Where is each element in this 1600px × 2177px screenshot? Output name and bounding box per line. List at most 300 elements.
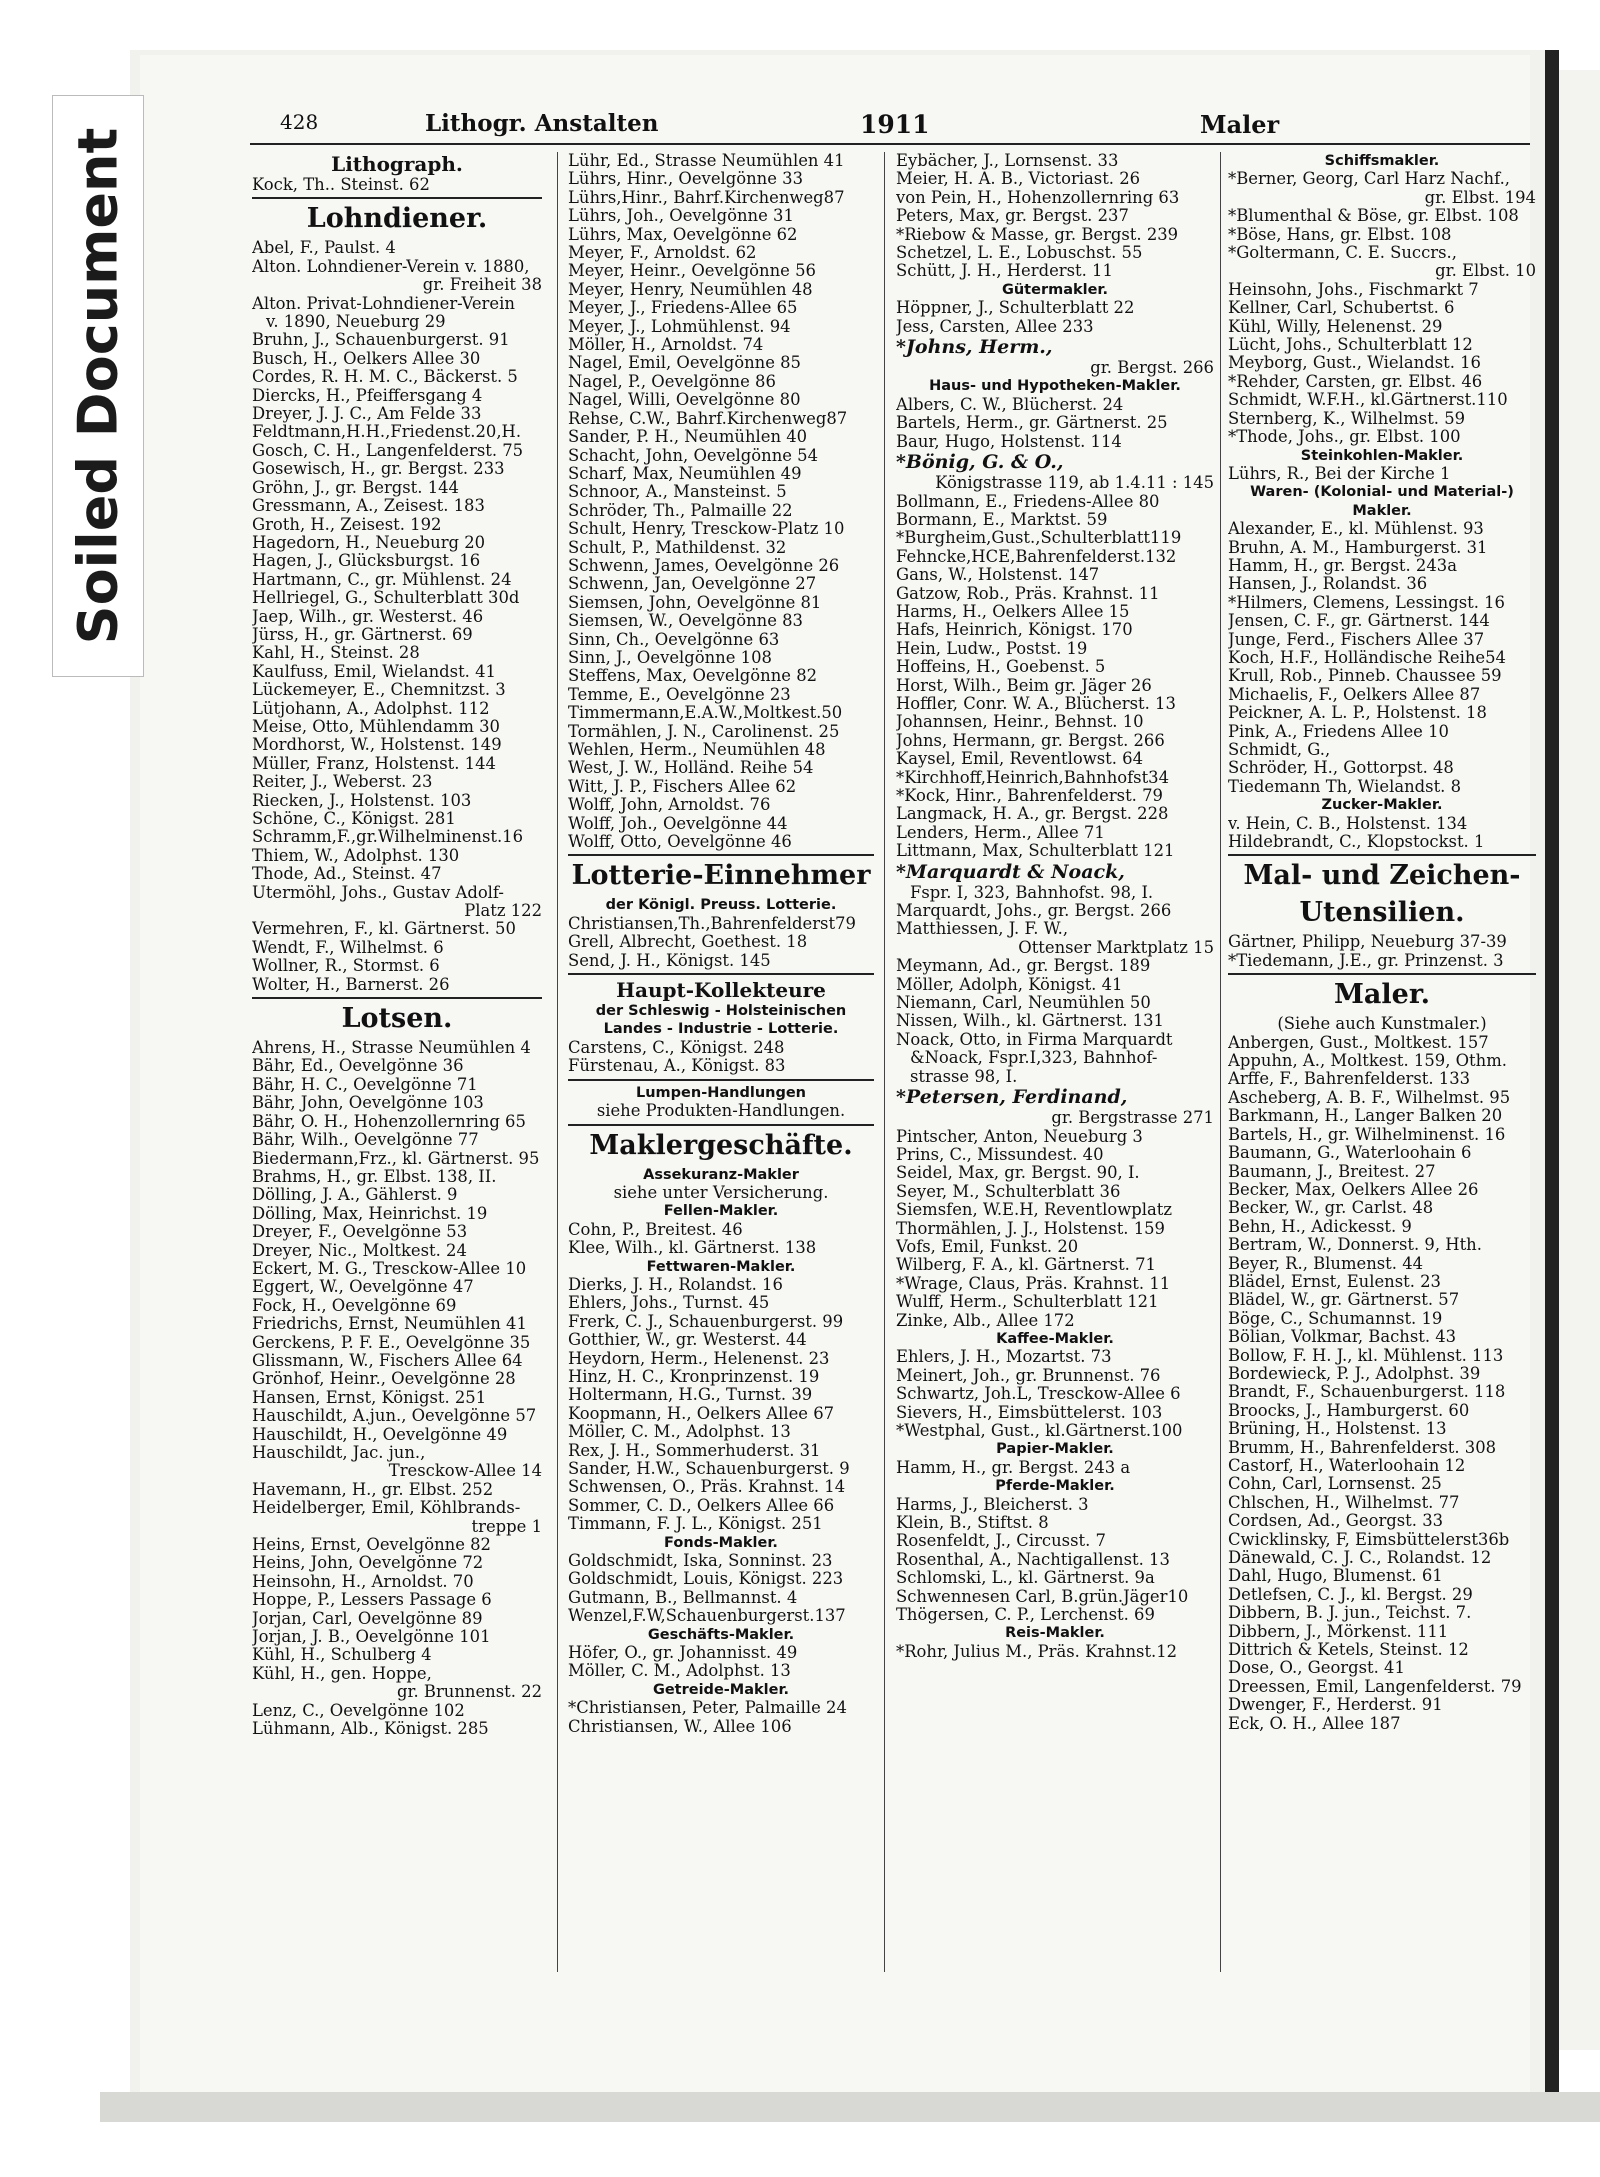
directory-entry: Brahms, H., gr. Elbst. 138, II.	[252, 1166, 497, 1186]
directory-entry: Kahl, H., Steinst. 28	[252, 643, 420, 663]
directory-entry: Junge, Ferd., Fischers Allee 37	[1228, 629, 1485, 649]
firm-entry: *Johns, Herm.,	[896, 336, 1053, 359]
directory-entry: Busch, H., Oelkers Allee 30	[252, 348, 481, 368]
section-heading: Mal- und Zeichen-	[1243, 860, 1521, 892]
directory-entry: Thiem, W., Adolphst. 130	[252, 845, 460, 865]
directory-entry: Littmann, Max, Schulterblatt 121	[896, 841, 1175, 861]
directory-entry: Höfer, O., gr. Johannisst. 49	[568, 1643, 798, 1663]
directory-entry: Noack, Otto, in Firma Marquardt	[896, 1029, 1173, 1049]
directory-entry: Lühr, Ed., Strasse Neumühlen 41	[568, 152, 845, 170]
directory-entry: Dreyer, J. J. C., Am Felde 33	[252, 404, 482, 424]
subsection-heading: Kaffee-Makler.	[996, 1330, 1114, 1347]
directory-entry: Bähr, Ed., Oevelgönne 36	[252, 1056, 464, 1076]
directory-entry: Dänewald, C. J. C., Rolandst. 12	[1228, 1548, 1492, 1568]
subsection-heading: Fonds-Makler.	[664, 1534, 778, 1551]
directory-entry: Schnoor, A., Mansteinst. 5	[568, 482, 787, 502]
directory-entry: Wendt, F., Wilhelmst. 6	[252, 937, 444, 957]
directory-entry: *Böse, Hans, gr. Elbst. 108	[1228, 224, 1452, 244]
header-year: 1911	[860, 110, 930, 139]
directory-entry: Marquardt, Johs., gr. Bergst. 266	[896, 901, 1172, 921]
directory-entry: Schwensen, O., Präs. Krahnst. 14	[568, 1477, 846, 1497]
subsection-heading: Zucker-Makler.	[1321, 797, 1443, 814]
directory-entry: Alexander, E., kl. Mühlenst. 93	[1228, 519, 1484, 539]
directory-entry: Seyer, M., Schulterblatt 36	[896, 1181, 1121, 1201]
directory-entry: Grönhof, Heinr., Oevelgönne 28	[252, 1369, 516, 1389]
directory-entry: Höppner, J., Schulterblatt 22	[896, 298, 1135, 318]
directory-entry: Bartels, Herm., gr. Gärtnerst. 25	[896, 413, 1168, 433]
directory-entry: Bähr, John, Oevelgönne 103	[252, 1093, 484, 1113]
page-number: 428	[280, 110, 319, 134]
directory-entry: Lührs, Hinr., Oevelgönne 33	[568, 169, 803, 189]
directory-entry: Schütt, J. H., Herderst. 11	[896, 261, 1113, 281]
directory-entry: Christiansen,Th.,Bahrenfelderst79	[568, 913, 856, 933]
directory-entry: Brumm, H., Bahrenfelderst. 308	[1228, 1437, 1497, 1457]
directory-entry: Kühl, Willy, Helenenst. 29	[1228, 316, 1443, 336]
entry-continuation: gr. Freiheit 38	[422, 275, 542, 295]
directory-entry: Hoffeins, H., Goebenst. 5	[896, 657, 1106, 677]
section-rule	[1228, 854, 1536, 856]
directory-entry: Bartels, H., gr. Wilhelminenst. 16	[1228, 1124, 1506, 1144]
directory-entry: Eckert, M. G., Tresckow-Allee 10	[252, 1258, 527, 1278]
directory-entry: Schwennesen Carl, B.grün.Jäger10	[896, 1586, 1189, 1606]
directory-entry: Thode, Ad., Steinst. 47	[252, 864, 442, 884]
directory-entry: Dahl, Hugo, Blumenst. 61	[1228, 1566, 1443, 1586]
directory-entry: Wolff, Otto, Oevelgönne 46	[568, 832, 792, 852]
section-rule	[252, 997, 542, 999]
directory-entry: Lücht, Johs., Schulterblatt 12	[1228, 335, 1473, 355]
directory-entry: Reiter, J., Weberst. 23	[252, 772, 433, 792]
directory-entry: Tiedemann Th, Wielandst. 8	[1228, 776, 1462, 796]
directory-entry: Wulff, Herm., Schulterblatt 121	[896, 1292, 1159, 1312]
directory-entry: Möller, C. M., Adolphst. 13	[568, 1422, 791, 1442]
section-heading: Haupt-Kollekteure	[616, 978, 826, 1003]
entry-continuation: gr. Elbst. 194	[1424, 187, 1536, 207]
directory-entry: *Kock, Hinr., Bahrenfelderst. 79	[896, 786, 1163, 805]
directory-entry: Havemann, H., gr. Elbst. 252	[252, 1479, 494, 1499]
directory-entry: Scharf, Max, Neumühlen 49	[568, 463, 802, 483]
directory-entry: Siemsfen, W.E.H, Reventlowplatz	[896, 1200, 1172, 1220]
directory-entry: Goldschmidt, Louis, Königst. 223	[568, 1569, 844, 1589]
directory-entry: Biedermann,Frz., kl. Gärtnerst. 95	[252, 1148, 540, 1168]
directory-entry: Hildebrandt, C., Klopstockst. 1	[1228, 832, 1485, 852]
directory-entry: Brandt, F., Schauenburgerst. 118	[1228, 1382, 1506, 1402]
directory-entry: Bordewieck, P. J., Adolphst. 39	[1228, 1363, 1481, 1383]
directory-entry: Heins, Ernst, Oevelgönne 82	[252, 1535, 491, 1555]
directory-entry: Frerk, C. J., Schauenburgerst. 99	[568, 1311, 844, 1331]
directory-entry: Gerckens, P. F. E., Oevelgönne 35	[252, 1332, 531, 1352]
subsection-heading: Fettwaren-Makler.	[646, 1258, 796, 1275]
adjacent-page-strip	[1559, 70, 1600, 2050]
directory-entry: Vofs, Emil, Funkst. 20	[896, 1236, 1079, 1256]
directory-entry: Hinz, H. C., Kronprinzenst. 19	[568, 1366, 820, 1386]
directory-entry: Fock, H., Oevelgönne 69	[252, 1295, 457, 1315]
directory-entry: Meyer, J., Lohmühlenst. 94	[568, 316, 791, 336]
directory-entry: *Riebow & Masse, gr. Bergst. 239	[896, 224, 1179, 244]
directory-entry: Eggert, W., Oevelgönne 47	[252, 1277, 474, 1297]
directory-entry: Blädel, Ernst, Eulenst. 23	[1228, 1271, 1441, 1291]
directory-entry: Möller, C. M., Adolphst. 13	[568, 1661, 791, 1681]
book-spine-shadow	[1545, 50, 1559, 2100]
directory-entry: Mordhorst, W., Holstenst. 149	[252, 735, 502, 755]
column-2	[568, 152, 874, 1972]
directory-entry: Eck, O. H., Allee 187	[1228, 1713, 1401, 1733]
directory-entry: Schöne, C., Königst. 281	[252, 809, 456, 828]
directory-entry: Christiansen, W., Allee 106	[568, 1716, 792, 1736]
directory-entry: Klein, B., Stiftst. 8	[896, 1513, 1049, 1533]
directory-entry: Wolff, John, Arnoldst. 76	[568, 795, 771, 815]
directory-entry: v. Hein, C. B., Holstenst. 134	[1228, 813, 1468, 833]
directory-entry: Baumann, J., Breitest. 27	[1228, 1161, 1436, 1181]
directory-entry: Schetzel, L. E., Lobuschst. 55	[896, 243, 1143, 263]
directory-entry: Jess, Carsten, Allee 233	[896, 316, 1094, 336]
directory-entry: *Berner, Georg, Carl Harz Nachf.,	[1228, 169, 1510, 189]
directory-entry: Hansen, J., Rolandst. 36	[1228, 574, 1428, 594]
directory-entry: Cordsen, Ad., Georgst. 33	[1228, 1511, 1444, 1531]
directory-entry: *Burgheim,Gust.,Schulterblatt119	[896, 528, 1182, 548]
directory-entry: Koopmann, H., Oelkers Allee 67	[568, 1403, 835, 1423]
directory-entry: Albers, C. W., Blücherst. 24	[896, 394, 1124, 414]
cross-reference-note: siehe unter Versicherung.	[613, 1182, 829, 1202]
directory-entry: Meyer, Henry, Neumühlen 48	[568, 279, 813, 299]
directory-entry: Sinn, J., Oevelgönne 108	[568, 647, 772, 667]
directory-entry: Baumann, G., Waterloohain 6	[1228, 1143, 1472, 1163]
directory-entry: Dreessen, Emil, Langenfelderst. 79	[1228, 1676, 1522, 1696]
directory-entry: Hansen, Ernst, Königst. 251	[252, 1387, 487, 1407]
directory-entry: Gressmann, A., Zeisest. 183	[252, 496, 485, 516]
subsection-heading: der Königl. Preuss. Lotterie.	[605, 897, 837, 914]
directory-entry: Fürstenau, A., Königst. 83	[568, 1056, 786, 1076]
page-header	[250, 110, 1530, 144]
directory-entry: Dwenger, F., Herderst. 91	[1228, 1695, 1443, 1715]
subsection-heading: Gütermakler.	[1001, 281, 1109, 298]
section-rule	[252, 197, 542, 199]
directory-entry: Hoppe, P., Lessers Passage 6	[252, 1590, 492, 1610]
directory-entry: Sternberg, K., Wilhelmst. 59	[1228, 408, 1466, 428]
directory-entry: Klee, Wilh., kl. Gärtnerst. 138	[568, 1238, 817, 1258]
directory-entry: Sievers, H., Eimsbüttelerst. 103	[896, 1402, 1163, 1422]
directory-entry: Goldschmidt, Iska, Sonninst. 23	[568, 1551, 833, 1571]
directory-entry: Dibbern, J., Mörkenst. 111	[1228, 1621, 1449, 1641]
directory-entry: Schmidt, W.F.H., kl.Gärtnerst.110	[1228, 390, 1508, 410]
header-right-title: Maler	[1200, 110, 1280, 139]
directory-entry: Nagel, P., Oevelgönne 86	[568, 371, 776, 391]
directory-entry: Siemsen, John, Oevelgönne 81	[568, 592, 822, 612]
directory-entry: Johannsen, Heinr., Behnst. 10	[896, 712, 1144, 732]
directory-entry: Dölling, J. A., Gählerst. 9	[252, 1185, 458, 1205]
directory-entry: Harms, H., Oelkers Allee 15	[896, 601, 1130, 621]
section-heading: Maklergeschäfte.	[589, 1129, 853, 1161]
directory-entry: Bruhn, A. M., Hamburgerst. 31	[1228, 537, 1488, 557]
directory-entry: Ehlers, Johs., Turnst. 45	[568, 1293, 770, 1313]
directory-entry: Wilberg, F. A., kl. Gärtnerst. 71	[896, 1255, 1156, 1275]
directory-entry: Meyer, Heinr., Oevelgönne 56	[568, 261, 816, 281]
directory-entry: Sommer, C. D., Oelkers Allee 66	[568, 1495, 835, 1515]
directory-entry: Seidel, Max, gr. Bergst. 90, I.	[896, 1163, 1140, 1183]
directory-entry: Vermehren, F., kl. Gärtnerst. 50	[252, 919, 516, 939]
directory-entry: Schult, P., Mathildenst. 32	[568, 537, 787, 557]
directory-entry: Alton. Lohndiener-Verein v. 1880,	[252, 256, 530, 276]
directory-entry: Eybächer, J., Lornsenst. 33	[896, 152, 1119, 170]
directory-entry: Wenzel,F.W,Schauenburgerst.137	[568, 1606, 846, 1626]
column-divider	[884, 152, 885, 1972]
directory-entry: Dittrich & Ketels, Steinst. 12	[1228, 1640, 1469, 1660]
directory-entry: *Thode, Johs., gr. Elbst. 100	[1228, 427, 1461, 447]
directory-entry: Peickner, A. L. P., Holstenst. 18	[1228, 703, 1487, 723]
directory-entry: Gans, W., Holstenst. 147	[896, 565, 1100, 585]
section-heading: Lohndiener.	[306, 203, 488, 235]
directory-entry: Gatzow, Rob., Präs. Krahnst. 11	[896, 583, 1160, 603]
directory-entry: Schwenn, Jan, Oevelgönne 27	[568, 574, 817, 594]
directory-entry: Hagen, J., Glücksburgst. 16	[252, 551, 481, 571]
directory-entry: Schmidt, G.,	[1228, 740, 1331, 759]
directory-entry: Schramm,F.,gr.Wilhelminenst.16	[252, 827, 524, 847]
directory-entry: Dreyer, Nic., Moltkest. 24	[252, 1240, 467, 1260]
directory-entry: *Rehder, Carsten, gr. Elbst. 46	[1228, 371, 1483, 391]
directory-entry: Dreyer, F., Oevelgönne 53	[252, 1222, 468, 1242]
stamp-label: Soiled Document	[66, 127, 130, 645]
directory-entry: Alton. Privat-Lohndiener-Verein	[252, 293, 515, 313]
firm-entry: *Petersen, Ferdinand,	[896, 1086, 1128, 1109]
directory-entry: Schwartz, Joh.L, Tresckow-Allee 6	[896, 1384, 1181, 1404]
directory-entry: *Tiedemann, J.E., gr. Prinzenst. 3	[1228, 950, 1504, 970]
directory-entry: Ehlers, J. H., Mozartst. 73	[896, 1347, 1112, 1367]
firm-entry: *Bönig, G. & O.,	[896, 451, 1064, 474]
section-rule	[568, 973, 874, 975]
section-heading: Lithograph.	[331, 152, 463, 176]
directory-entry: Lührs, Joh., Oevelgönne 31	[568, 206, 794, 226]
directory-entry: Harms, J., Bleicherst. 3	[896, 1494, 1089, 1514]
directory-entry: Anbergen, Gust., Moltkest. 157	[1228, 1032, 1489, 1052]
directory-entry: Lührs, R., Bei der Kirche 1	[1228, 463, 1451, 483]
directory-entry: Möller, Adolph, Königst. 41	[896, 974, 1123, 994]
directory-entry: Möller, H., Arnoldst. 74	[568, 335, 764, 355]
cross-reference-note: siehe Produkten-Handlungen.	[596, 1101, 846, 1121]
directory-entry: Carstens, C., Königst. 248	[568, 1037, 785, 1057]
directory-entry: Hafs, Heinrich, Königst. 170	[896, 620, 1133, 640]
directory-entry: Meyer, J., Friedens-Allee 65	[568, 298, 798, 318]
directory-entry: Hauschildt, H., Oevelgönne 49	[252, 1424, 508, 1444]
directory-entry: Gotthier, W., gr. Westerst. 44	[568, 1330, 807, 1350]
directory-entry: *Westphal, Gust., kl.Gärtnerst.100	[896, 1421, 1183, 1440]
directory-entry: Hauschildt, Jac. jun.,	[252, 1443, 426, 1462]
entry-continuation: gr. Elbst. 10	[1435, 261, 1536, 281]
entry-continuation: gr. Bergstrasse 271	[1051, 1108, 1214, 1128]
directory-entry: Hagedorn, H., Neueburg 20	[252, 532, 486, 552]
directory-entry: Michaelis, F., Oelkers Allee 87	[1228, 684, 1481, 704]
entry-continuation: treppe 1	[471, 1516, 542, 1536]
directory-entry: Cohn, P., Breitest. 46	[568, 1219, 743, 1239]
directory-entry: Heins, John, Oevelgönne 72	[252, 1553, 484, 1573]
subsection-heading: Geschäfts-Makler.	[647, 1626, 795, 1643]
section-heading: Utensilien.	[1299, 897, 1465, 929]
directory-entry: Johns, Hermann, gr. Bergst. 266	[896, 730, 1165, 750]
directory-entry: Schacht, John, Oevelgönne 54	[568, 445, 819, 465]
directory-entry: Gröhn, J., gr. Bergst. 144	[252, 477, 459, 497]
directory-entry: Heinsohn, H., Arnoldst. 70	[252, 1571, 474, 1591]
directory-entry: *Rohr, Julius M., Präs. Krahnst.12	[896, 1641, 1178, 1661]
cross-reference-note: (Siehe auch Kunstmaler.)	[1277, 1014, 1487, 1034]
directory-entry: Bähr, O. H., Hohenzollernring 65	[252, 1111, 526, 1131]
directory-entry: Schwenn, James, Oevelgönne 26	[568, 555, 840, 575]
directory-entry: Brüning, H., Holstenst. 13	[1228, 1419, 1447, 1439]
directory-entry: West, J. W., Holländ. Reihe 54	[568, 758, 814, 778]
directory-entry: Beyer, R., Blumenst. 44	[1228, 1253, 1424, 1273]
directory-entry: Wolter, H., Barnerst. 26	[252, 974, 450, 994]
directory-entry: Hamm, H., gr. Bergst. 243a	[1228, 555, 1457, 575]
directory-entry: Lückemeyer, E., Chemnitzst. 3	[252, 680, 506, 700]
directory-entry: Kaulfuss, Emil, Wielandst. 41	[252, 661, 496, 681]
directory-entry: Diercks, H., Pfeiffersgang 4	[252, 385, 483, 405]
directory-entry: Hamm, H., gr. Bergst. 243 a	[896, 1457, 1131, 1477]
directory-entry: Ascheberg, A. B. F., Wilhelmst. 95	[1228, 1087, 1511, 1107]
directory-entry: Schröder, Th., Palmaille 22	[568, 500, 793, 520]
directory-entry: Sander, H.W., Schauenburgerst. 9	[568, 1459, 850, 1478]
directory-entry: Broocks, J., Hamburgerst. 60	[1228, 1400, 1470, 1420]
directory-entry: Meinert, Joh., gr. Brunnenst. 76	[896, 1365, 1161, 1385]
directory-entry: Meise, Otto, Mühlendamm 30	[252, 716, 500, 736]
directory-entry: Bähr, Wilh., Oevelgönne 77	[252, 1130, 479, 1150]
subsection-heading: Papier-Makler.	[996, 1441, 1114, 1458]
directory-entry: Pintscher, Anton, Neueburg 3	[896, 1126, 1143, 1146]
column-4	[1228, 152, 1536, 1972]
section-heading: Lotsen.	[341, 1003, 453, 1035]
subsection-heading: Landes - Industrie - Lotterie.	[603, 1021, 839, 1038]
entry-continuation: gr. Bergst. 266	[1090, 358, 1214, 378]
directory-entry: Hauschildt, A.jun., Oevelgönne 57	[252, 1406, 537, 1426]
directory-entry: Bormann, E., Marktst. 59	[896, 509, 1108, 529]
section-rule	[568, 854, 874, 856]
directory-entry: Dose, O., Georgst. 41	[1228, 1658, 1405, 1678]
directory-entry: Kock, Th.. Steinst. 62	[252, 175, 430, 194]
directory-entry: Dibbern, B. J. jun., Teichst. 7.	[1228, 1603, 1472, 1623]
directory-entry: Prins, C., Missundest. 40	[896, 1144, 1104, 1164]
directory-entry: Witt, J. P., Fischers Allee 62	[568, 776, 797, 796]
directory-entry: Niemann, Carl, Neumühlen 50	[896, 993, 1151, 1013]
directory-entry: Lenders, Herm., Allee 71	[896, 822, 1105, 842]
directory-entry: Castorf, H., Waterloohain 12	[1228, 1456, 1466, 1475]
directory-entry: Abel, F., Paulst. 4	[252, 238, 396, 258]
directory-entry: Gosch, C. H., Langenfelderst. 75	[252, 440, 524, 460]
directory-entry: Schult, Henry, Tresckow-Platz 10	[568, 519, 845, 539]
directory-entry: Kühl, H., Schulberg 4	[252, 1645, 432, 1665]
scan-bottom-edge	[100, 2092, 1600, 2122]
directory-entry: Thögersen, C. P., Lerchenst. 69	[896, 1605, 1155, 1625]
column-divider	[1220, 152, 1221, 1972]
directory-entry: Matthiessen, J. F. W.,	[896, 919, 1069, 939]
firm-entry: *Marquardt & Noack,	[896, 860, 1125, 883]
directory-entry: Bähr, H. C., Oevelgönne 71	[252, 1074, 478, 1094]
entry-continuation: Tresckow-Allee 14	[388, 1461, 542, 1481]
subsection-heading: Fellen-Makler.	[663, 1203, 779, 1220]
entry-continuation: v. 1890, Neueburg 29	[266, 312, 446, 332]
directory-entry: Becker, W., gr. Carlst. 48	[1228, 1198, 1434, 1218]
subsection-heading: Schiffsmakler.	[1324, 153, 1440, 169]
directory-entry: Peters, Max, gr. Bergst. 237	[896, 206, 1129, 226]
directory-entry: Detlefsen, C. J., kl. Bergst. 29	[1228, 1584, 1473, 1604]
directory-entry: Cordes, R. H. M. C., Bäckerst. 5	[252, 367, 518, 387]
directory-entry: Meymann, Ad., gr. Bergst. 189	[896, 956, 1151, 976]
directory-entry: Langmack, H. A., gr. Bergst. 228	[896, 804, 1169, 824]
directory-entry: Gärtner, Philipp, Neueburg 37-39	[1228, 932, 1507, 952]
subsection-heading: Getreide-Makler.	[652, 1681, 790, 1698]
directory-entry: Jorjan, J. B., Oevelgönne 101	[252, 1627, 491, 1647]
subsection-heading: Pferde-Makler.	[995, 1478, 1115, 1495]
soiled-document-stamp	[52, 95, 144, 677]
directory-entry: Pink, A., Friedens Allee 10	[1228, 721, 1449, 741]
directory-entry: Koch, H.F., Holländische Reihe54	[1228, 647, 1506, 667]
entry-continuation: &Noack, Fspr.I,323, Bahnhof-	[910, 1048, 1158, 1068]
directory-entry: Rosenthal, A., Nachtigallenst. 13	[896, 1549, 1170, 1569]
directory-entry: Heydorn, Herm., Helenenst. 23	[568, 1348, 830, 1368]
directory-entry: Becker, Max, Oelkers Allee 26	[1228, 1179, 1479, 1199]
directory-entry: Jensen, C. F., gr. Gärtnerst. 144	[1228, 611, 1490, 631]
directory-entry: Bölian, Volkmar, Bachst. 43	[1228, 1327, 1457, 1347]
directory-entry: Timmermann,E.A.W.,Moltkest.50	[568, 703, 843, 723]
directory-entry: Siemsen, W., Oevelgönne 83	[568, 611, 803, 631]
directory-entry: Grell, Albrecht, Goethest. 18	[568, 932, 808, 952]
directory-entry: Jorjan, Carl, Oevelgönne 89	[252, 1608, 483, 1628]
directory-entry: Hartmann, C., gr. Mühlenst. 24	[252, 569, 512, 589]
directory-entry: Bertram, W., Donnerst. 9, Hth.	[1228, 1235, 1482, 1255]
subsection-heading: Makler.	[1352, 502, 1412, 519]
header-left-title: Lithogr. Anstalten	[425, 110, 659, 137]
directory-entry: Bollmann, E., Friedens-Allee 80	[896, 491, 1160, 511]
directory-entry: Lühmann, Alb., Königst. 285	[252, 1719, 489, 1739]
directory-entry: Meier, H. A. B., Victoriast. 26	[896, 169, 1141, 189]
directory-entry: Hoffler, Conr. W. A., Blücherst. 13	[896, 693, 1176, 713]
directory-entry: Wehlen, Herm., Neumühlen 48	[568, 740, 826, 759]
directory-entry: Jürss, H., gr. Gärtnerst. 69	[252, 624, 473, 644]
subsection-heading: Steinkohlen-Makler.	[1300, 447, 1464, 464]
directory-entry: Kellner, Carl, Schubertst. 6	[1228, 298, 1455, 318]
directory-entry: Holtermann, H.G., Turnst. 39	[568, 1385, 813, 1405]
directory-entry: Blädel, W., gr. Gärtnerst. 57	[1228, 1290, 1460, 1310]
directory-entry: Schröder, H., Gottorpst. 48	[1228, 758, 1454, 778]
directory-entry: Meyborg, Gust., Wielandst. 16	[1228, 353, 1481, 373]
directory-entry: Utermöhl, Johs., Gustav Adolf-	[252, 882, 504, 902]
directory-entry: Jaep, Wilh., gr. Westerst. 46	[252, 606, 484, 626]
directory-entry: Bollow, F. H. J., kl. Mühlenst. 113	[1228, 1345, 1504, 1365]
directory-entry: Gutmann, B., Bellmannst. 4	[568, 1587, 798, 1607]
directory-entry: Meyer, F., Arnoldst. 62	[568, 243, 757, 263]
entry-continuation: strasse 98, I.	[910, 1066, 1018, 1086]
directory-entry: Rex, J. H., Sommerhuderst. 31	[568, 1440, 821, 1460]
section-rule	[1228, 973, 1536, 975]
directory-entry: Lührs, Max, Oevelgönne 62	[568, 224, 798, 244]
directory-entry: *Hilmers, Clemens, Lessingst. 16	[1228, 592, 1505, 612]
directory-entry: von Pein, H., Hohenzollernring 63	[896, 187, 1180, 207]
directory-entry: Lenz, C., Oevelgönne 102	[252, 1700, 465, 1720]
directory-entry: Thormählen, J. J., Holstenst. 159	[896, 1218, 1165, 1238]
directory-entry: *Kirchhoff,Heinrich,Bahnhofst34	[896, 767, 1170, 787]
directory-entry: Tormählen, J. N., Carolinenst. 25	[568, 721, 840, 741]
directory-entry: Nagel, Emil, Oevelgönne 85	[568, 353, 801, 373]
directory-entry: Rehse, C.W., Bahrf.Kirchenweg87	[568, 408, 848, 428]
column-divider	[557, 152, 558, 1972]
directory-entry: Riecken, J., Holstenst. 103	[252, 790, 472, 810]
subsection-heading: Assekuranz-Makler	[643, 1166, 799, 1183]
subsection-heading: Haus- und Hypotheken-Makler.	[929, 378, 1181, 395]
directory-entry: Gosewisch, H., gr. Bergst. 233	[252, 459, 505, 479]
directory-entry: Fehncke,HCE,Bahrenfelderst.132	[896, 546, 1177, 566]
directory-entry: *Wrage, Claus, Präs. Krahnst. 11	[896, 1273, 1171, 1293]
directory-entry: Friedrichs, Ernst, Neumühlen 41	[252, 1314, 527, 1334]
directory-entry: Sinn, Ch., Oevelgönne 63	[568, 629, 780, 649]
directory-entry: Glissmann, W., Fischers Allee 64	[252, 1350, 523, 1370]
directory-entry: Appuhn, A., Moltkest. 159, Othm.	[1228, 1051, 1507, 1071]
directory-entry: Müller, Franz, Holstenst. 144	[252, 753, 496, 773]
directory-entry: Dölling, Max, Heinrichst. 19	[252, 1203, 488, 1223]
